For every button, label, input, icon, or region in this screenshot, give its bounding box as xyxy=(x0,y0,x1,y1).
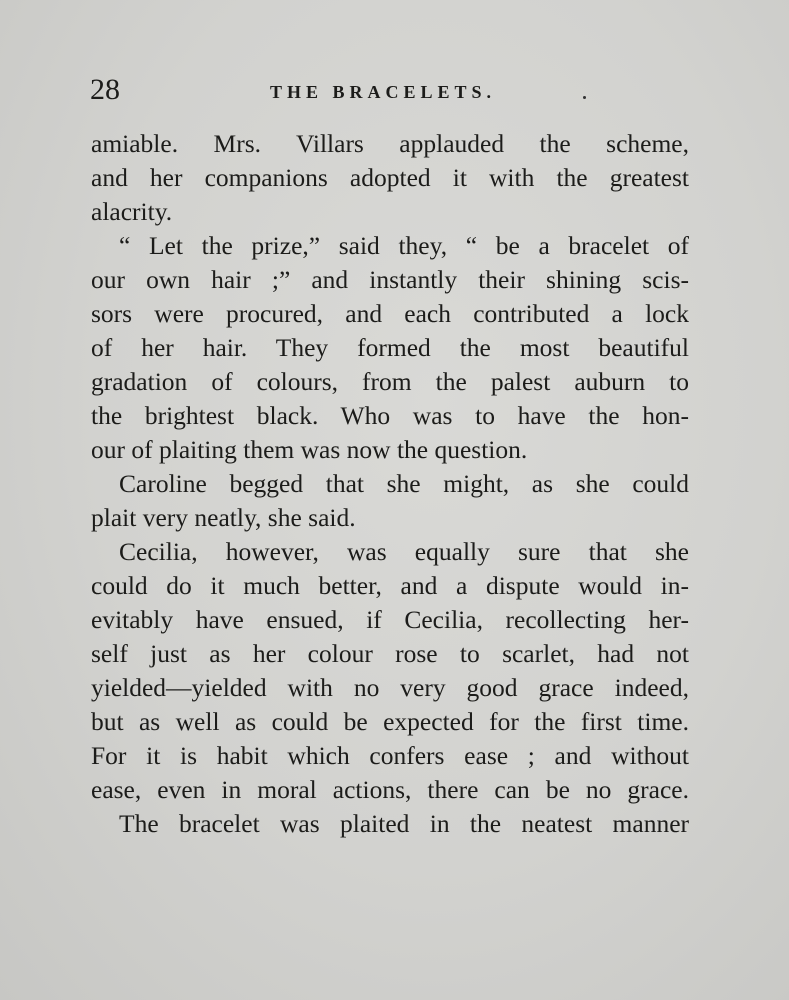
text-line: our own hair ;” and instantly their shining scis- xyxy=(91,265,689,294)
text-line: our of plaiting them was now the question. xyxy=(91,435,528,464)
page-number: 28 xyxy=(90,73,120,106)
text-line: Caroline begged that she might, as she could xyxy=(119,469,689,498)
body-text xyxy=(91,127,689,841)
text-line: ease, even in moral actions, there can be no grace. xyxy=(91,775,689,804)
text-line: evitably have ensued, if Cecilia, recollecting her- xyxy=(91,605,689,634)
page-header xyxy=(90,70,690,110)
text-line: The bracelet was plaited in the neatest manner xyxy=(119,809,689,838)
text-line: Cecilia, however, was equally sure that she xyxy=(119,537,689,566)
text-line: and her companions adopted it with the greatest xyxy=(91,163,689,192)
text-line: sors were procured, and each contributed a lock xyxy=(91,299,689,328)
text-line: of her hair. They formed the most beautiful xyxy=(91,333,689,362)
text-line: yielded—yielded with no very good grace indeed, xyxy=(91,673,689,702)
text-line: the brightest black. Who was to have the hon- xyxy=(91,401,689,430)
text-line: gradation of colours, from the palest auburn to xyxy=(91,367,689,396)
text-line: “ Let the prize,” said they, “ be a bracelet of xyxy=(119,231,689,260)
running-title: THE BRACELETS. xyxy=(270,82,497,102)
text-line: alacrity. xyxy=(91,197,173,226)
text-line: could do it much better, and a dispute would in- xyxy=(91,571,689,600)
ink-speck xyxy=(583,96,586,99)
text-line: amiable. Mrs. Villars applauded the scheme, xyxy=(91,129,689,158)
text-line: self just as her colour rose to scarlet, had not xyxy=(91,639,689,668)
text-line: plait very neatly, she said. xyxy=(91,503,356,532)
text-line: For it is habit which confers ease ; and without xyxy=(91,741,689,770)
text-line: but as well as could be expected for the first time. xyxy=(91,707,689,736)
